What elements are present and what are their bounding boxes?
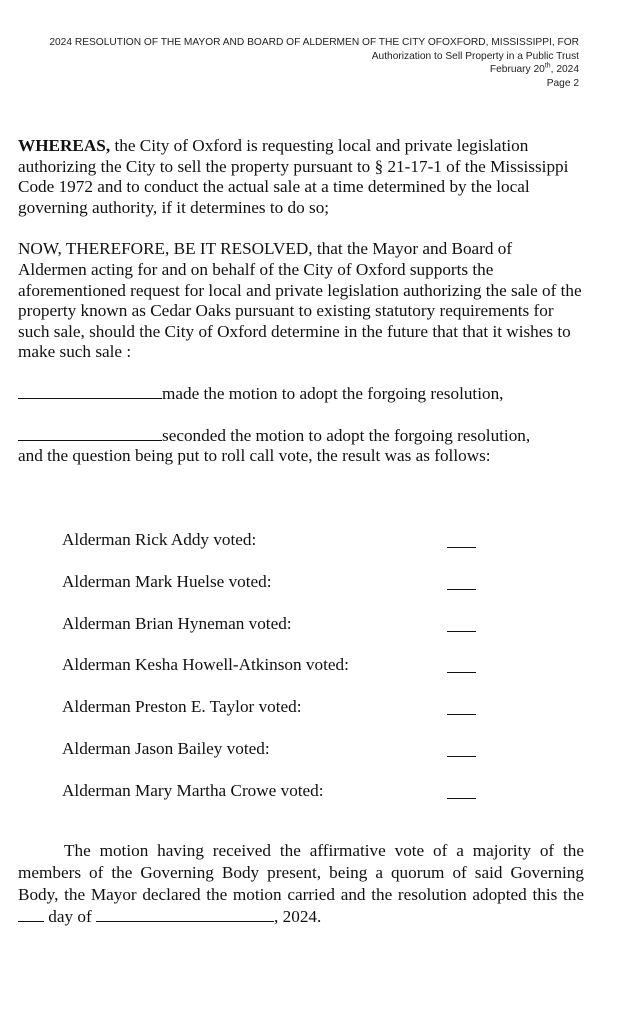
vote-row [62, 614, 482, 656]
closing-the: the [563, 885, 584, 904]
vote-name: Alderman Preston E. Taylor voted: [62, 697, 302, 717]
vote-blank-line [447, 630, 476, 632]
vote-name: Alderman Mark Huelse voted: [62, 571, 272, 591]
second-text-continued: and the question being put to roll call vote, the result was as follows: [18, 446, 491, 466]
vote-name: Alderman Brian Hyneman voted: [62, 613, 292, 633]
roll-call-list [62, 530, 482, 823]
motion-paragraph [18, 384, 584, 405]
vote-row [62, 739, 482, 781]
month-blank-line [96, 907, 274, 922]
day-blank-line [18, 907, 44, 922]
resolved-paragraph: NOW, THEREFORE, BE IT RESOLVED, that the Mayor and Board of Aldermen acting for and on behalf of the City of Oxford supports the aforementioned request for local and private legislation authorizing the sale of the property known as Cedar Oaks pursuant to existing statutory requirements for such sale, should the City of Oxford determine in the future that that it wishes to make such sale : [18, 239, 582, 362]
vote-row [62, 655, 482, 697]
second-paragraph [18, 426, 584, 467]
motion-blank-line [18, 384, 162, 399]
header-date-sup: th [544, 62, 551, 70]
page-header [19, 36, 579, 90]
vote-name: Alderman Kesha Howell-Atkinson voted: [62, 655, 349, 675]
header-title: 2024 RESOLUTION OF THE MAYOR AND BOARD OF ALDERMEN OF THE CITY OFOXFORD, MISSISSIPPI, FOR [49, 37, 579, 48]
vote-name: Alderman Mary Martha Crowe voted: [62, 780, 324, 800]
whereas-text: the City of Oxford is requesting local and private legislation authorizing the City to sell the property pursuant to § 21-17-1 of the Mississippi Code 1972 and to conduct the actual sale at a time determined by the local governing authority, if it determines to do so; [18, 136, 569, 217]
resolution-body [18, 136, 584, 467]
vote-row [62, 697, 482, 739]
vote-row [62, 572, 482, 614]
vote-name: Alderman Rick Addy voted: [62, 530, 257, 549]
vote-blank-line [447, 755, 476, 757]
header-date [19, 63, 579, 77]
vote-row [62, 530, 482, 572]
vote-blank-line [447, 671, 476, 673]
vote-name: Alderman Jason Bailey voted: [62, 738, 270, 758]
second-text: seconded the motion to adopt the forgoing resolution, [162, 425, 531, 445]
motion-text: made the motion to adopt the forgoing resolution, [162, 383, 504, 403]
header-date-prefix: February 20 [489, 64, 545, 76]
closing-text: The motion having received the affirmative vote of a majority of the members of the Governing Body present, being a quorum of said Governing Body, the Mayor declared the motion carried and the resolution adopted this [18, 841, 584, 904]
vote-blank-line [447, 797, 476, 799]
header-page-number: Page 2 [546, 77, 579, 89]
vote-blank-line [447, 546, 476, 548]
closing-paragraph [18, 840, 584, 928]
closing-day-of: day of [48, 907, 92, 926]
closing-year: , 2024. [274, 907, 322, 926]
vote-blank-line [447, 588, 476, 590]
header-date-suffix: , 2024 [550, 64, 579, 76]
whereas-lead: WHEREAS, [18, 136, 111, 155]
second-blank-line [18, 426, 162, 441]
vote-row [62, 781, 482, 823]
whereas-paragraph [18, 136, 584, 218]
header-subtitle: Authorization to Sell Property in a Public Trust [371, 50, 579, 62]
vote-blank-line [447, 713, 476, 715]
